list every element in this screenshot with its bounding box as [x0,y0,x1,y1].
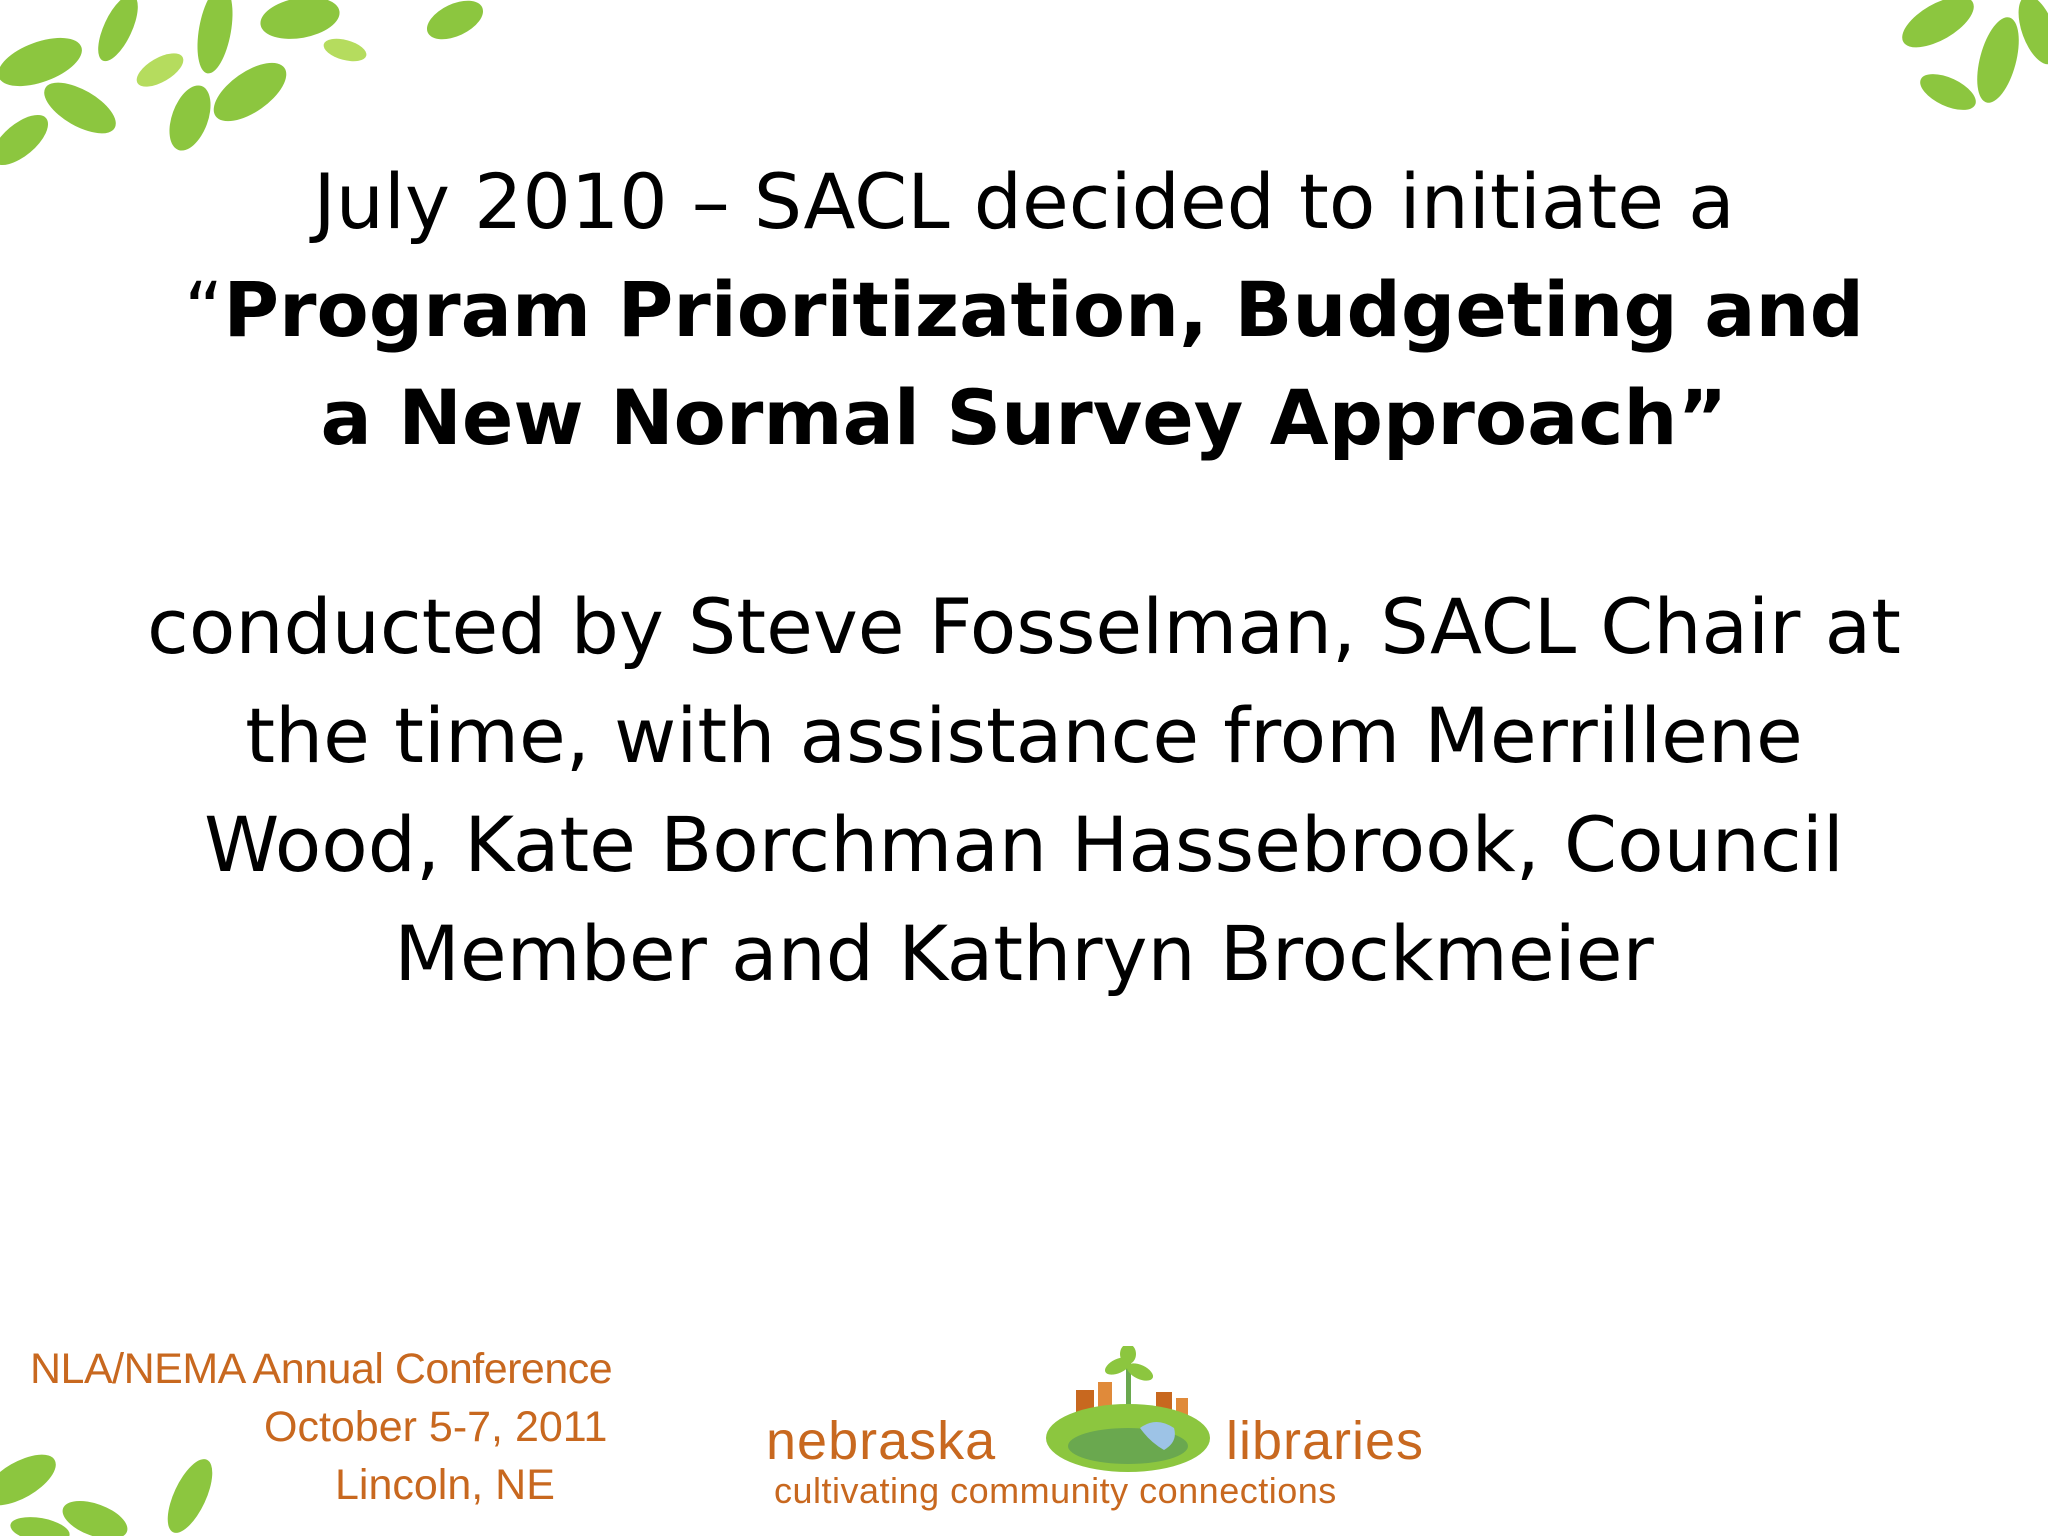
heading-title [160,256,1888,472]
heading-line: July 2010 – SACL decided to initiate a [313,157,1735,246]
globe-town-icon [1028,1346,1228,1478]
conference-info [30,1340,710,1514]
quote-open: “ [183,265,224,354]
conference-location: Lincoln, NE [335,1461,555,1509]
slide-heading [160,148,1888,472]
logo-word-libraries: libraries [1226,1411,1425,1471]
body-paragraph: conducted by Steve Fosselman, SACL Chair at the time, with assistance from Merrillene Wood, Kate Borchman Hassebrook, Council Member and Kathryn Brockmeier [147,582,1901,998]
conference-name: NLA/NEMA Annual Conference [30,1345,613,1393]
leaf-cluster-top-right-icon [1888,0,2048,140]
nebraska-libraries-logo [760,1346,1440,1526]
bold-title: Program Prioritization, Budgeting and a New Normal Survey Approach [223,265,1865,462]
logo-word-nebraska: nebraska [766,1411,997,1471]
logo-tagline: cultivating community connections [774,1470,1337,1511]
leaf-cluster-top-left-icon [0,0,500,170]
quote-close: ” [1677,373,1728,462]
conference-dates: October 5-7, 2011 [264,1403,608,1451]
